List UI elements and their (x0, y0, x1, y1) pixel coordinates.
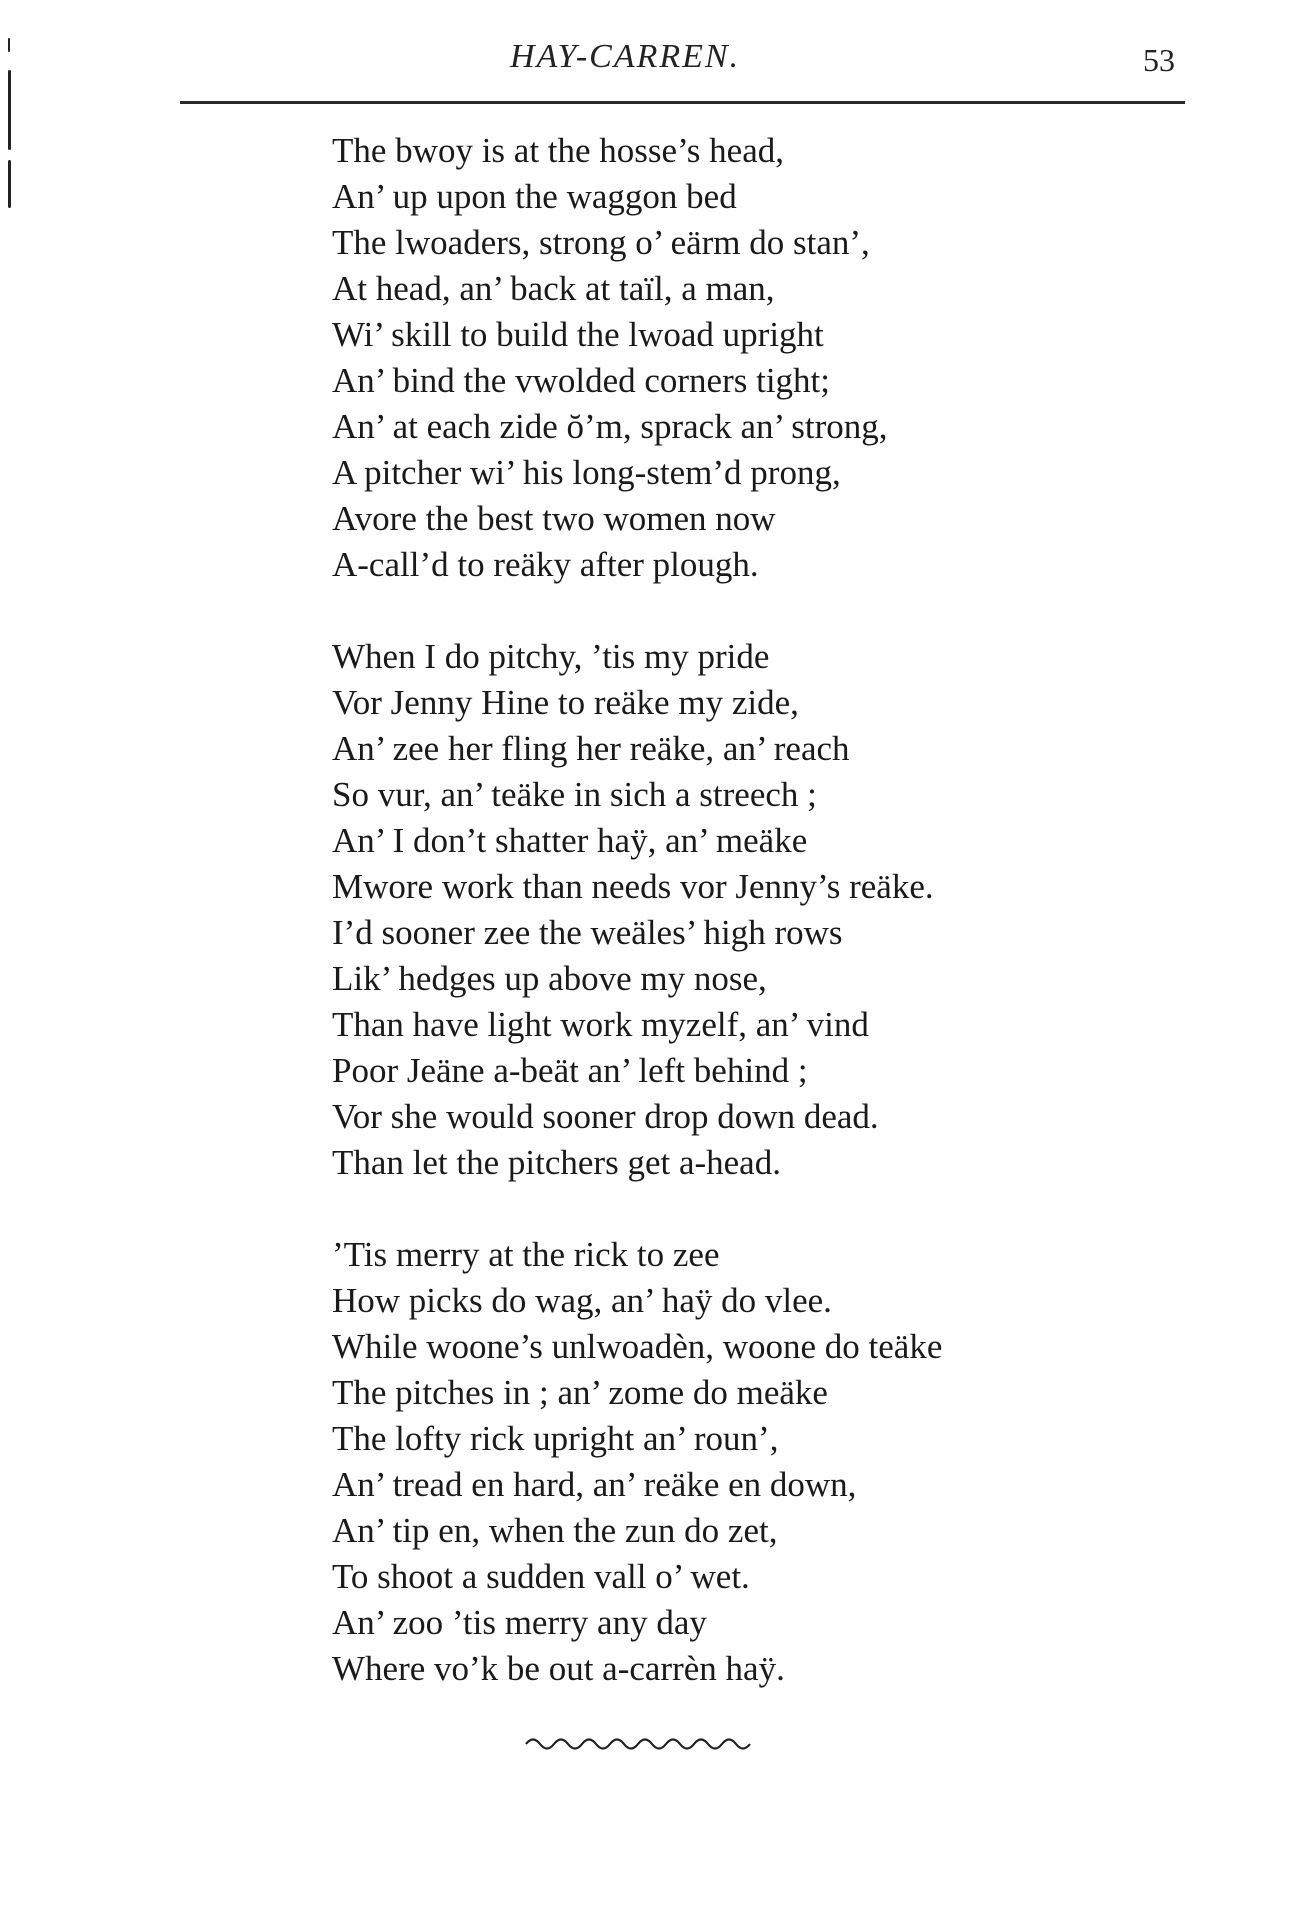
poem-line: An’ bind the vwolded corners tight; (332, 361, 830, 400)
poem-line: An’ I don’t shatter haÿ, an’ meäke (332, 821, 808, 860)
poem-line: An’ up upon the waggon bed (332, 177, 737, 216)
stanza (332, 634, 1192, 1186)
poem-line: I’d sooner zee the weäles’ high rows (332, 913, 843, 952)
poem-line: How picks do wag, an’ haÿ do vlee. (332, 1281, 832, 1320)
poem-line: The lofty rick upright an’ roun’, (332, 1419, 779, 1458)
poem-line: An’ zoo ’tis merry any day (332, 1603, 707, 1642)
poem-line: At head, an’ back at taïl, a man, (332, 269, 775, 308)
stanza (332, 128, 1192, 588)
stanza (332, 1232, 1192, 1692)
poem-line: An’ tread en hard, an’ reäke en down, (332, 1465, 857, 1504)
poem-line: Than let the pitchers get a-head. (332, 1143, 781, 1182)
poem-line: A-call’d to reäky after plough. (332, 545, 759, 584)
poem-line: Where vo’k be out a-carrèn haÿ. (332, 1649, 785, 1688)
poem-line: The bwoy is at the hosse’s head, (332, 131, 784, 170)
poem-line: Vor she would sooner drop down dead. (332, 1097, 879, 1136)
poem-line: Wi’ skill to build the lwoad upright (332, 315, 824, 354)
running-title: HAY-CARREN. (510, 38, 741, 75)
poem-line: Lik’ hedges up above my nose, (332, 959, 767, 998)
poem-line: So vur, an’ teäke in sich a streech ; (332, 775, 817, 814)
header-rule (180, 101, 1185, 104)
poem-line: While woone’s unlwoadèn, woone do teäke (332, 1327, 943, 1366)
margin-mark (8, 70, 11, 150)
poem-line: An’ tip en, when the zun do zet, (332, 1511, 778, 1550)
poem-line: Poor Jeäne a-beät an’ left behind ; (332, 1051, 808, 1090)
poem (332, 128, 1192, 1738)
poem-line: Avore the best two women now (332, 499, 776, 538)
poem-line: The lwoaders, strong o’ eärm do stan’, (332, 223, 870, 262)
margin-mark (8, 160, 11, 208)
poem-line: When I do pitchy, ’tis my pride (332, 637, 770, 676)
poem-line: A pitcher wi’ his long-stem’d prong, (332, 453, 841, 492)
poem-line: Than have light work myzelf, an’ vind (332, 1005, 869, 1044)
poem-line: ’Tis merry at the rick to zee (332, 1235, 720, 1274)
page-number: 53 (1143, 42, 1175, 78)
poem-line: The pitches in ; an’ zome do meäke (332, 1373, 828, 1412)
page-header (180, 38, 1185, 90)
margin-mark (8, 38, 10, 52)
poem-line: To shoot a sudden vall o’ wet. (332, 1557, 750, 1596)
poem-line: An’ at each zide ŏ’m, sprack an’ strong, (332, 407, 888, 446)
end-ornament (524, 1732, 754, 1752)
poem-line: Mwore work than needs vor Jenny’s reäke. (332, 867, 934, 906)
poem-line: An’ zee her fling her reäke, an’ reach (332, 729, 850, 768)
poem-line: Vor Jenny Hine to reäke my zide, (332, 683, 799, 722)
